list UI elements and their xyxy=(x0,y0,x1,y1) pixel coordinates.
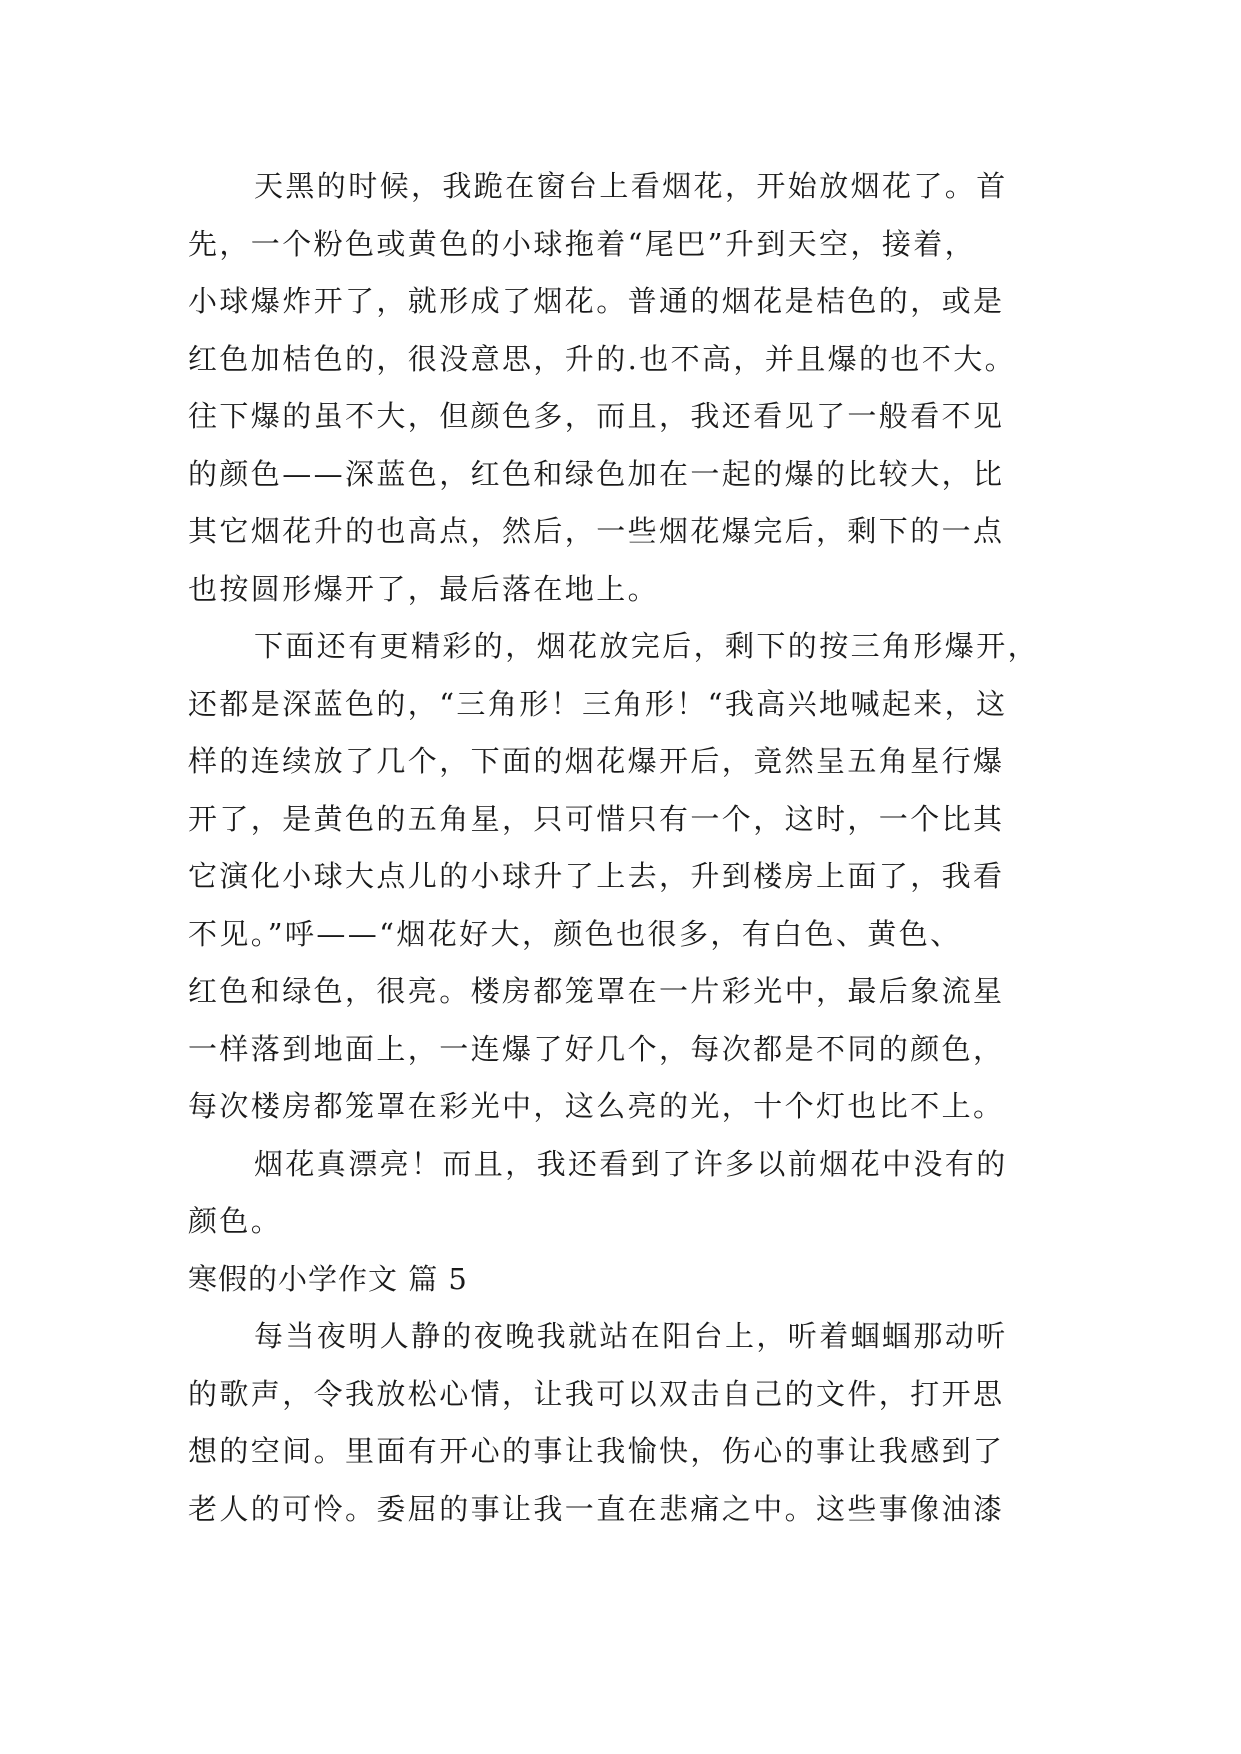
paragraph-fireworks-night: 天黑的时候，我跪在窗台上看烟花，开始放烟花了。首 先，一个粉色或黄色的小球拖着“尾巴”升到天空，接着， 小球爆炸开了，就形成了烟花。普通的烟花是桔色的，或是 红色加桔色的，很没意思，升的.也不高，并且爆的也不大。 往下爆的虽不大，但颜色多，而且，我还看见了一般看不见 的颜色——深蓝色，红色和绿色加在一起的爆的比较大，比 其它烟花升的也高点，然后，一些烟花爆完后，剩下的一点 也按圆形爆开了，最后落在地上。 xyxy=(188,169,1017,606)
paragraph-triangle-fireworks: 下面还有更精彩的，烟花放完后，剩下的按三角形爆开， 还都是深蓝色的，“三角形！三角形！“我高兴地喊起来，这 样的连续放了几个，下面的烟花爆开后，竟然呈五角星行爆 开了，是黄色的五角星，只可惜只有一个，这时，一个比其 它演化小球大点儿的小球升了上去，升到楼房上面了，我看 不见。”呼——“烟花好大，颜色也很多，有白色、黄色、 红色和绿色，很亮。楼房都笼罩在一片彩光中，最后象流星 一样落到地面上，一连爆了好几个，每次都是不同的颜色， 每次楼房都笼罩在彩光中，这么亮的光，十个灯也比不上。 xyxy=(188,629,1040,1123)
paragraph-quiet-night: 每当夜明人静的夜晚我就站在阳台上，听着蝈蝈那动听 的歌声，令我放松心情，让我可以双击自己的文件，打开思 想的空间。里面有开心的事让我愉快，伤心的事让我感到了 老人的可怜。委屈的事让我一直在悲痛之中。这些事像油漆 xyxy=(188,1319,1008,1526)
paragraph-fireworks-beautiful: 烟花真漂亮！而且，我还看到了许多以前烟花中没有的 颜色。 xyxy=(188,1146,1008,1238)
section-heading: 寒假的小学作文 篇 5 xyxy=(188,1261,468,1296)
document-body xyxy=(188,158,1068,1538)
